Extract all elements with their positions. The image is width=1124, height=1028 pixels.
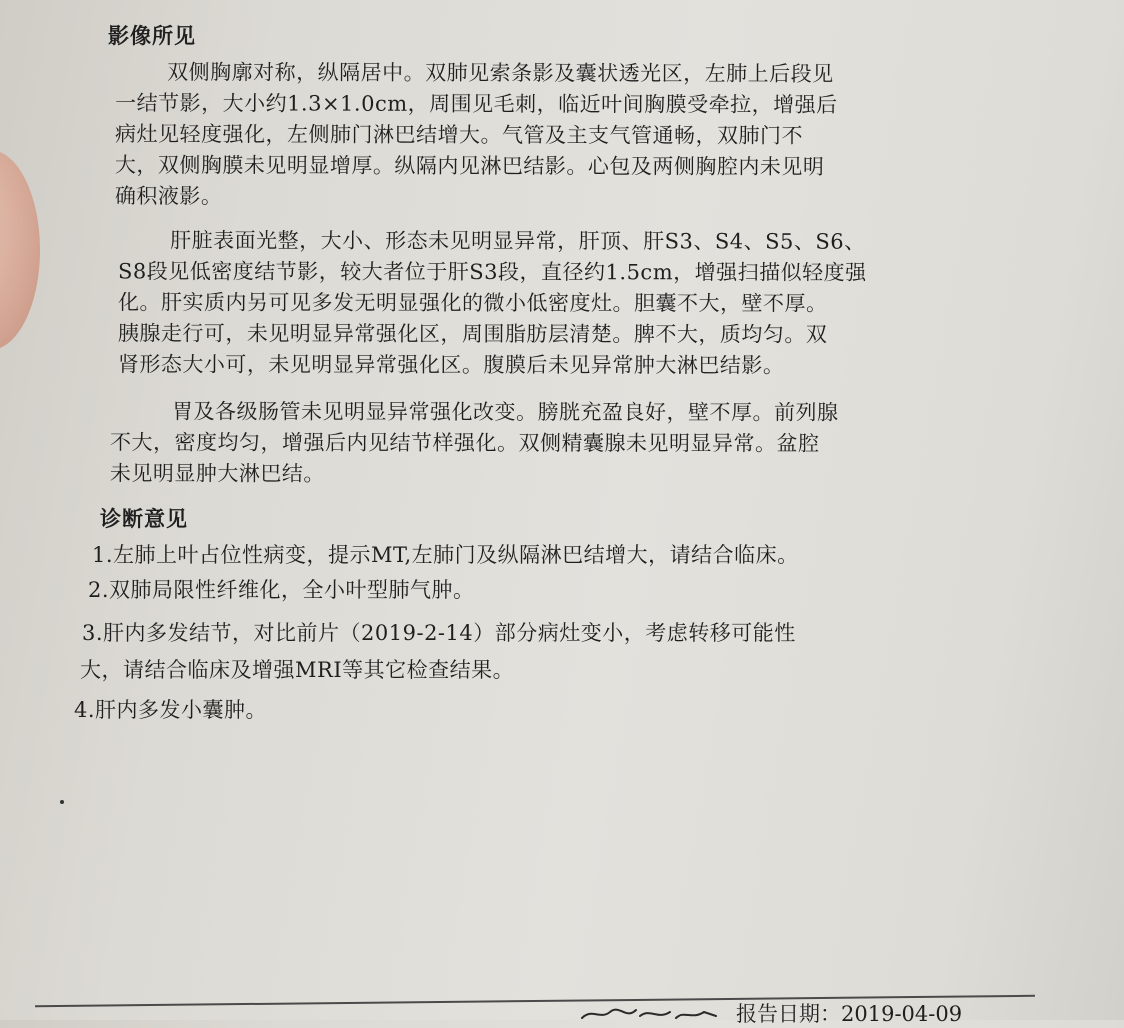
diagnosis-item: 2.双肺局限性纤维化，全小叶型肺气肿。 — [88, 578, 475, 602]
findings-paragraph-chest — [115, 57, 838, 214]
findings-line: 不大，密度均匀，增强后内见结节样强化。双侧精囊腺未见明显异常。盆腔 — [109, 430, 820, 456]
findings-line: 确积液影。 — [114, 184, 223, 209]
diagnosis-item: 1.左肺上叶占位性病变，提示MT,左肺门及纵隔淋巴结增大，请结合临床。 — [92, 543, 799, 567]
report-date: 报告日期：2019-04-09 — [736, 1002, 963, 1026]
diagnosis-item: 4.肝内多发小囊肿。 — [74, 698, 268, 722]
findings-line: 化。肝实质内另可见多发无明显强化的微小低密度灶。胆囊不大，壁不厚。 — [117, 290, 828, 316]
findings-line: 双侧胸廓对称，纵隔居中。双肺见索条影及囊状透光区，左肺上后段见 — [167, 60, 834, 86]
findings-line: 胃及各级肠管未见明显异常强化改变。膀胱充盈良好，壁不厚。前列腺 — [172, 399, 839, 425]
findings-line: 肝脏表面光整，大小、形态未见明显异常，肝顶、肝S3、S4、S5、S6、 — [170, 228, 866, 254]
finger-thumb — [0, 150, 40, 350]
ink-dot — [60, 800, 64, 804]
findings-line: 病灶见轻度强化，左侧肺门淋巴结增大。气管及主支气管通畅，双肺门不 — [114, 122, 804, 148]
findings-line: S8段见低密度结节影，较大者位于肝S3段，直径约1.5cm，增强扫描似轻度强 — [118, 259, 867, 285]
findings-paragraph-pelvis — [110, 396, 839, 490]
diagnosis-item: 大，请结合临床及增强MRI等其它检查结果。 — [80, 658, 515, 682]
findings-line: 未见明显肿大淋巴结。 — [109, 461, 325, 486]
diagnosis-item: 3.肝内多发结节，对比前片（2019-2-14）部分病灶变小，考虑转移可能性 — [82, 621, 796, 645]
findings-line: 胰腺走行可，未见明显异常强化区，周围脂肪层清楚。脾不大，质均匀。双 — [117, 321, 828, 347]
findings-heading: 影像所见 — [108, 23, 196, 48]
findings-line: 肾形态大小可，未见明显异常强化区。腹膜后未见异常肿大淋巴结影。 — [117, 352, 785, 378]
diagnosis-heading: 诊断意见 — [100, 506, 188, 531]
findings-line: 一结节影，大小约1.3×1.0cm，周围见毛刺，临近叶间胸膜受牵拉，增强后 — [115, 91, 838, 117]
findings-paragraph-abdomen — [118, 225, 867, 381]
findings-line: 大，双侧胸膜未见明显增厚。纵隔内见淋巴结影。心包及两侧胸腔内未见明 — [114, 153, 825, 179]
